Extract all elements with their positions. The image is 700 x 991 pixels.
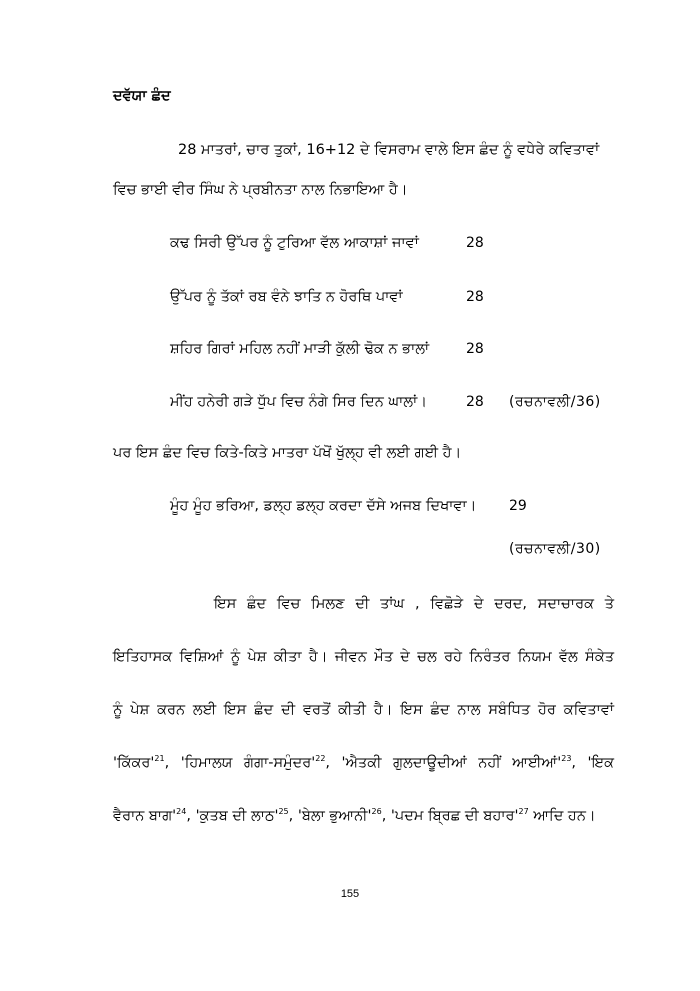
verse2-line: ਮੂੰਹ ਮੂੰਹ ਭਰਿਆ, ਡਲ੍ਹ ਡਲ੍ਹ ਕਰਦਾ ਦੱਸੇ ਅਜਬ ਦਿਖਾਵਾ। <box>170 498 477 514</box>
verse-line: ਮੀਂਹ ਹਨੇਰੀ ਗੜੇ ਧੁੱਪ ਵਿਚ ਨੰਗੇ ਸਿਰ ਦਿਨ ਘਾਲਾਂ। <box>170 394 427 410</box>
paragraph-line-1: ਇਸ ਛੰਦ ਵਿਚ ਮਿਲਣ ਦੀ ਤਾਂਘ , ਵਿਛੋੜੇ ਦੇ ਦਰਦ, ਸਦਾਚਾਰਕ ਤੇ <box>214 596 614 612</box>
verse-line: ਕਢ ਸਿਰੀ ਉੱਪਰ ਨੂੰ ਟੁਰਿਆ ਵੱਲ ਆਕਾਸ਼ਾਂ ਜਾਵਾਂ <box>170 235 419 251</box>
footnote-marker: 23 <box>561 754 572 764</box>
poem-title: , 'ਪਦਮ ਬ੍ਰਿਛ ਦੀ ਬਹਾਰ' <box>381 808 519 824</box>
poem-title: , 'ਬੇਲਾ ਭੁਆਨੀ' <box>288 808 372 824</box>
footnote-marker: 22 <box>315 754 326 764</box>
paragraph-line-3: ਨੂੰ ਪੇਸ਼ ਕਰਨ ਲਈ ਇਸ ਛੰਦ ਦੀ ਵਰਤੋਂ ਕੀਤੀ ਹੈ। ਇਸ ਛੰਦ ਨਾਲ ਸਬੰਧਿਤ ਹੋਰ ਕਵਿਤਾਵਾਂ <box>113 702 614 718</box>
paragraph-line-2: ਇਤਿਹਾਸਕ ਵਿਸ਼ਿਆਂ ਨੂੰ ਪੇਸ਼ ਕੀਤਾ ਹੈ। ਜੀਵਨ ਮੌਤ ਦੇ ਚਲ ਰਹੇ ਨਿਰੰਤਰ ਨਿਯਮ ਵੱਲ ਸੰਕੇਤ <box>113 649 614 665</box>
verse2-matra-count: 29 <box>509 498 527 514</box>
verse-reference: (ਰਚਨਾਵਲੀ/36) <box>509 394 601 410</box>
poem-title: , 'ਹਿਮਾਲਯ ਗੰਗਾ-ਸਮੁੰਦਰ' <box>164 755 316 771</box>
verse2-reference: (ਰਚਨਾਵਲੀ/30) <box>509 541 601 557</box>
verse-line: ਉੱਪਰ ਨੂੰ ਤੱਕਾਂ ਰਬ ਵੰਨੇ ਝਾਤਿ ਨ ਹੋਰਥਿ ਪਾਵਾਂ <box>170 289 403 305</box>
verse-matra-count: 28 <box>466 289 484 305</box>
middle-line: ਪਰ ਇਸ ਛੰਦ ਵਿਚ ਕਿਤੇ-ਕਿਤੇ ਮਾਤਰਾ ਪੱਖੋਂ ਖੁੱਲ੍ਹ ਵੀ ਲਈ ਗਈ ਹੈ। <box>113 445 462 461</box>
verse-matra-count: 28 <box>466 235 484 251</box>
footnote-marker: 27 <box>518 807 529 817</box>
poem-title: ਵੈਰਾਨ ਬਾਗ' <box>113 808 177 824</box>
poem-title: , 'ਕੁਤਬ ਦੀ ਲਾਠ' <box>186 808 279 824</box>
poem-title: , 'ਇਕ <box>571 755 614 771</box>
footnote-marker: 24 <box>176 807 187 817</box>
poem-title: , 'ਐਤਕੀ ਗੁਲਦਾਊਦੀਆਂ ਨਹੀਂ ਆਈਆਂ' <box>325 755 562 771</box>
verse-matra-count: 28 <box>466 341 484 357</box>
section-heading: ਦਵੱਯਾ ਛੰਦ <box>113 88 171 104</box>
verse-matra-count: 28 <box>466 394 484 410</box>
page-number: 155 <box>340 888 360 900</box>
poem-titles-final-1 <box>113 753 614 773</box>
footnote-marker: 25 <box>278 807 289 817</box>
footnote-marker: 26 <box>371 807 382 817</box>
paragraph-ending: ਆਦਿ ਹਨ। <box>528 808 596 824</box>
poem-title: 'ਕਿੱਕਰ' <box>113 755 155 771</box>
intro-line-2: ਵਿਚ ਭਾਈ ਵੀਰ ਸਿੰਘ ਨੇ ਪ੍ਰਬੀਨਤਾ ਨਾਲ ਨਿਭਾਇਆ ਹੈ। <box>113 182 408 198</box>
footnote-marker: 21 <box>154 754 165 764</box>
poem-titles-final-2 <box>113 806 596 826</box>
verse-line: ਸ਼ਹਿਰ ਗਿਰਾਂ ਮਹਿਲ ਨਹੀਂ ਮਾੜੀ ਕੁੱਲੀ ਢੋਕ ਨ ਭਾਲਾਂ <box>170 341 430 357</box>
intro-line-1: 28 ਮਾਤਰਾਂ, ਚਾਰ ਤੁਕਾਂ, 16+12 ਦੇ ਵਿਸਰਾਮ ਵਾਲੇ ਇਸ ਛੰਦ ਨੂੰ ਵਧੇਰੇ ਕਵਿਤਾਵਾਂ <box>178 142 600 158</box>
